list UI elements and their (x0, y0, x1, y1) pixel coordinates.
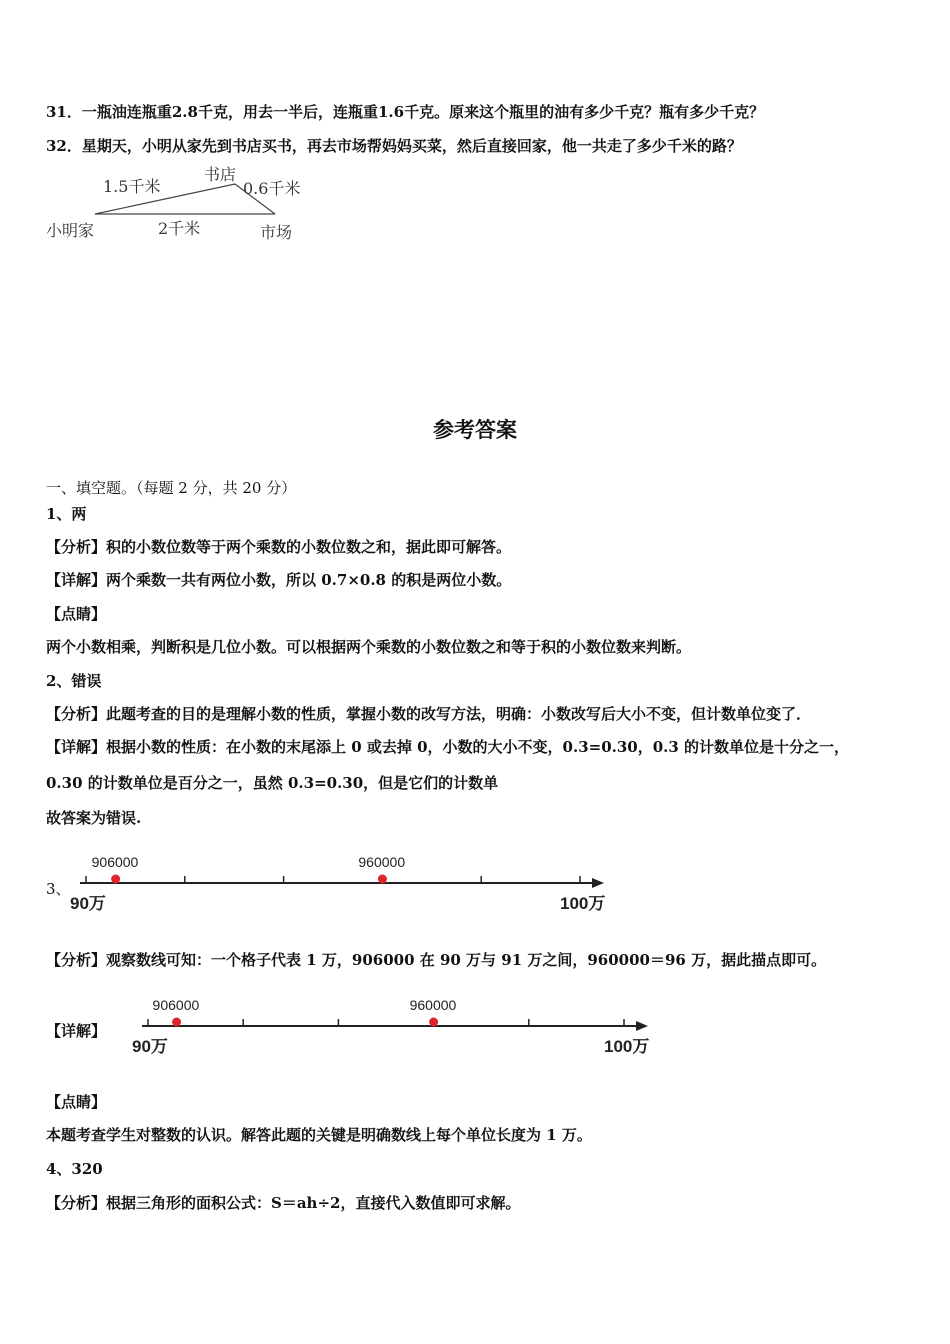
answer-3-tip-label: 【点睛】 (46, 1093, 107, 1111)
label-store: 书店 (204, 165, 237, 184)
point-b-label: 960000 (358, 854, 406, 870)
section-heading: 一、填空题。（每题 2 分，共 20 分） (46, 479, 297, 497)
point-a-label: 906000 (91, 854, 139, 870)
end-label: 100万 (604, 1037, 650, 1056)
start-label: 90万 (132, 1037, 168, 1056)
label-home: 小明家 (46, 221, 95, 240)
point-a-dot (111, 875, 120, 884)
answer-2-head: 2、错误 (46, 672, 102, 690)
label-home-to-market: 2千米 (158, 219, 201, 238)
answer-1-tip-label: 【点睛】 (46, 605, 107, 623)
answer-2-detail-2: 0.30 的计数单位是百分之一，虽然 0.3=0.30，但是它们的计数单 (46, 774, 499, 792)
number-line-2 (120, 986, 660, 1061)
label-market: 市场 (260, 223, 293, 242)
answer-2-analysis: 【分析】此题考查的目的是理解小数的性质，掌握小数的改写方法，明确：小数改写后大小不变，但计数单位变了． (46, 705, 812, 723)
number-line-1 (70, 843, 620, 918)
label-home-to-store: 1.5千米 (103, 177, 161, 196)
answer-3-head: 3、 (46, 880, 71, 898)
answer-1-tip: 两个小数相乘，判断积是几位小数。可以根据两个乘数的小数位数之和等于积的小数位数来判断。 (46, 638, 692, 656)
answer-4-analysis: 【分析】根据三角形的面积公式：S＝ah÷2，直接代入数值即可求解。 (46, 1194, 521, 1212)
answer-3-detail-label: 【详解】 (46, 1022, 107, 1040)
answer-2-conclusion: 故答案为错误. (46, 809, 142, 827)
answer-1-head: 1、两 (46, 505, 87, 523)
answer-4-head: 4、320 (46, 1160, 103, 1178)
answer-title: 参考答案 (433, 418, 517, 442)
start-label: 90万 (70, 894, 106, 913)
answer-1-detail: 【详解】两个乘数一共有两位小数，所以 0.7×0.8 的积是两位小数。 (46, 571, 512, 589)
label-store-to-market: 0.6千米 (243, 179, 301, 198)
answer-3-analysis: 【分析】观察数线可知：一个格子代表 1 万，906000 在 90 万与 91 万之间，960000＝96 万，据此描点即可。 (46, 951, 827, 969)
answer-3-tip: 本题考查学生对整数的认识。解答此题的关键是明确数线上每个单位长度为 1 万。 (46, 1126, 592, 1144)
answer-2-detail-1: 【详解】根据小数的性质：在小数的末尾添上 0 或去掉 0，小数的大小不变，0.3=0.30，0.3 的计数单位是十分之一， (46, 738, 850, 756)
point-a-dot (172, 1018, 181, 1027)
number-line-arrow (636, 1021, 648, 1031)
point-b-dot (378, 875, 387, 884)
point-b-dot (429, 1018, 438, 1027)
question-32: 32．星期天，小明从家先到书店买书，再去市场帮妈妈买菜，然后直接回家，他一共走了多少千米的路？ (46, 137, 742, 155)
point-b-label: 960000 (409, 997, 457, 1013)
end-label: 100万 (560, 894, 606, 913)
point-a-label: 906000 (152, 997, 200, 1013)
route-diagram (40, 162, 340, 247)
question-31: 31．一瓶油连瓶重2.8千克，用去一半后，连瓶重1.6千克。原来这个瓶里的油有多少千克？瓶有多少千克？ (46, 103, 765, 121)
answer-1-analysis: 【分析】积的小数位数等于两个乘数的小数位数之和，据此即可解答。 (46, 538, 512, 556)
number-line-arrow (592, 878, 604, 888)
